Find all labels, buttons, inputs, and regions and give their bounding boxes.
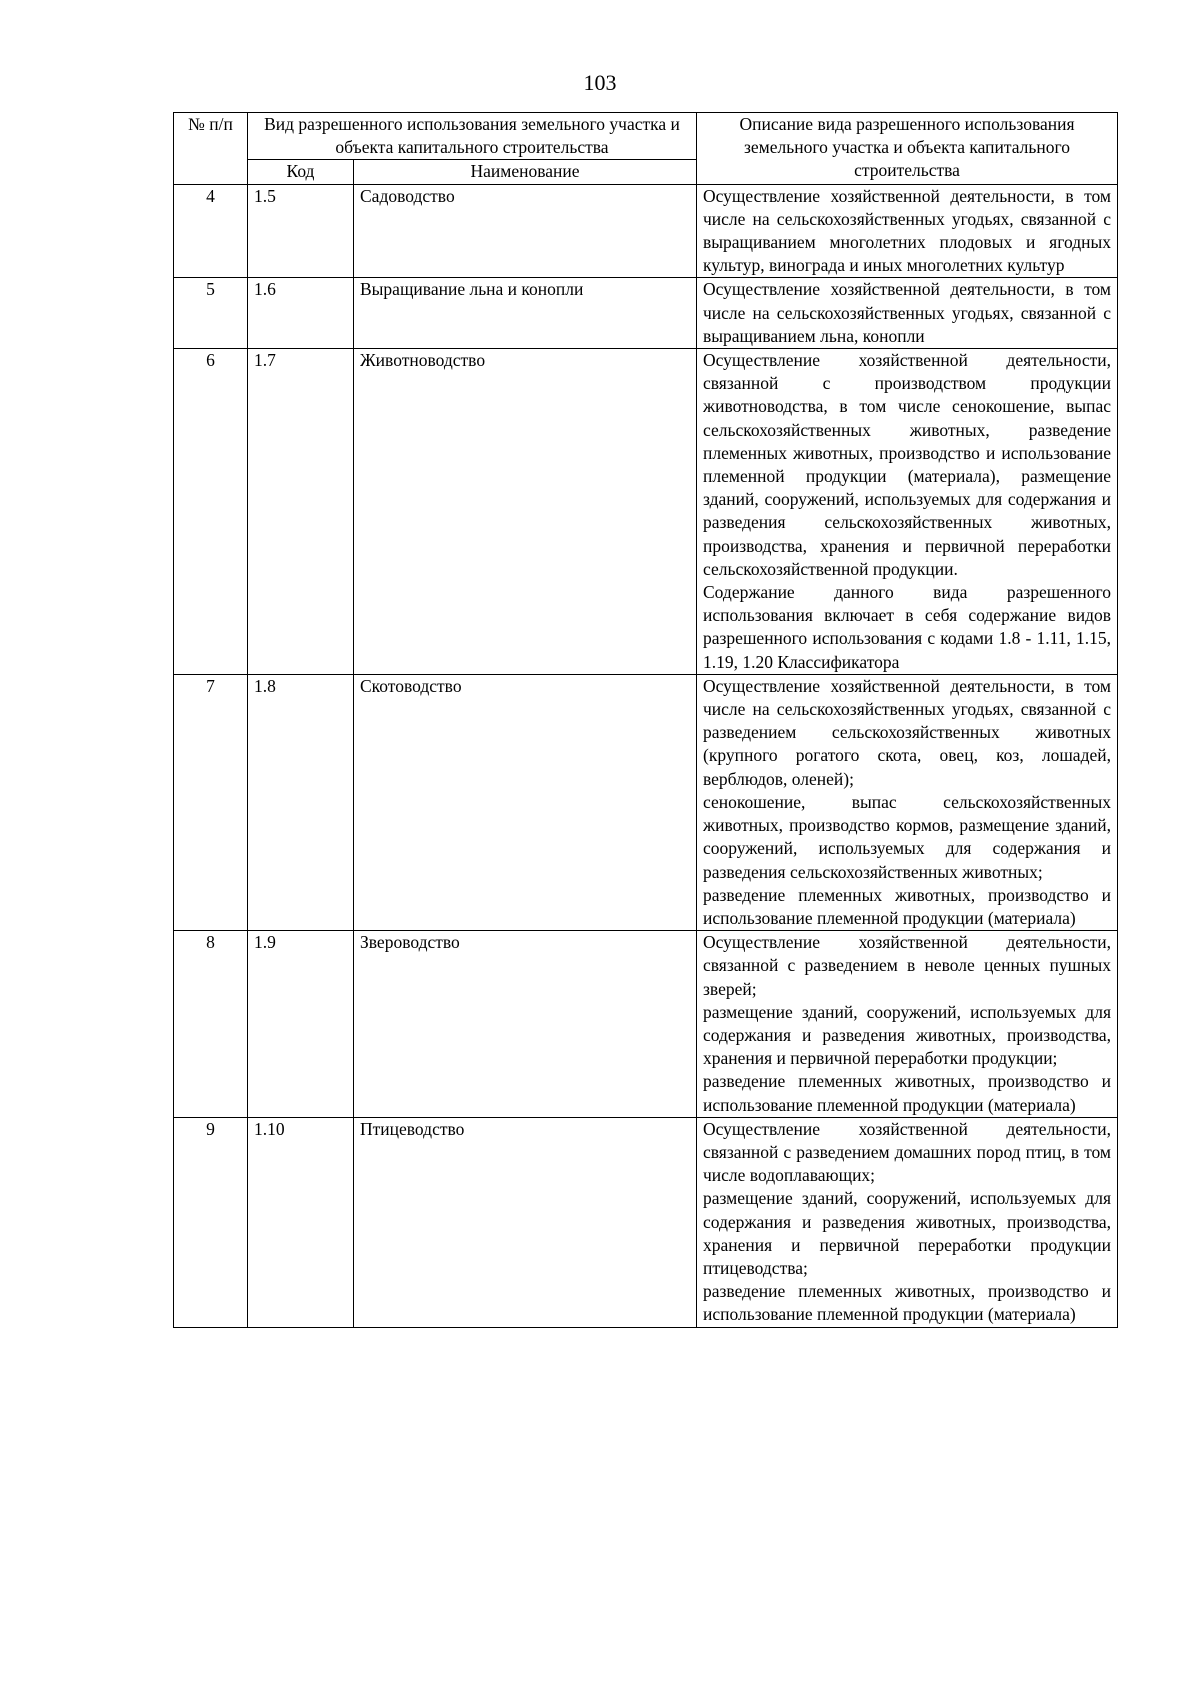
row-description: [697, 674, 1118, 930]
description-paragraph: разведение племенных животных, производство и использование племенной продукции (материала): [703, 1281, 1111, 1325]
description-paragraph: размещение зданий, сооружений, используемых для содержания и разведения животных, производства, хранения и первичной переработки продукции птицеводства;: [703, 1188, 1111, 1278]
table-row: [174, 931, 1118, 1118]
row-description: [697, 278, 1118, 349]
row-number: 5: [174, 278, 248, 349]
row-code: 1.10: [248, 1117, 354, 1327]
row-description: [697, 349, 1118, 675]
description-paragraph: Осуществление хозяйственной деятельности, связанной с разведением домашних пород птиц, в том числе водоплавающих;: [703, 1118, 1111, 1186]
row-name: Скотоводство: [354, 674, 697, 930]
table-row: [174, 184, 1118, 278]
description-paragraph: разведение племенных животных, производство и использование племенной продукции (материала): [703, 1071, 1111, 1115]
description-paragraph: Осуществление хозяйственной деятельности, связанной с разведением в неволе ценных пушных зверей;: [703, 932, 1111, 999]
row-code: 1.8: [248, 674, 354, 930]
table-row: [174, 349, 1118, 675]
row-name: Садоводство: [354, 184, 697, 278]
description-paragraph: Содержание данного вида разрешенного использования включает в себя содержание видов разрешенного использования с кодами 1.8 - 1.11, 1.15, 1.19, 1.20 Классификатора: [703, 582, 1111, 672]
description-paragraph: Осуществление хозяйственной деятельности, в том числе на сельскохозяйственных угодьях, связанной с выращиванием многолетних плодовых и ягодных культур, винограда и иных многолетних культур: [703, 185, 1111, 276]
table-row: [174, 674, 1118, 930]
row-code: 1.9: [248, 931, 354, 1118]
row-code: 1.6: [248, 278, 354, 349]
row-number: 8: [174, 931, 248, 1118]
description-paragraph: Осуществление хозяйственной деятельности, в том числе на сельскохозяйственных угодьях, связанной с разведением сельскохозяйственных животных (крупного рогатого скота, овец, коз, лошадей, верблюдов, оленей);: [703, 675, 1111, 789]
table-row: [174, 278, 1118, 349]
row-description: [697, 1117, 1118, 1327]
header-no: № п/п: [174, 113, 248, 185]
header-name: Наименование: [354, 160, 697, 184]
row-number: 7: [174, 674, 248, 930]
row-description: [697, 931, 1118, 1118]
row-name: Животноводство: [354, 349, 697, 675]
header-description: Описание вида разрешенного использования земельного участка и объекта капитального строительства: [697, 113, 1118, 185]
description-paragraph: размещение зданий, сооружений, используемых для содержания и разведения животных, производства, хранения и первичной переработки продукции;: [703, 1001, 1111, 1069]
row-number: 4: [174, 184, 248, 278]
header-code: Код: [248, 160, 354, 184]
header-kind: Вид разрешенного использования земельного участка и объекта капитального строительства: [248, 113, 697, 160]
description-paragraph: Осуществление хозяйственной деятельности, в том числе на сельскохозяйственных угодьях, связанной с выращиванием льна, конопли: [703, 279, 1111, 346]
description-paragraph: разведение племенных животных, производство и использование племенной продукции (материала): [703, 884, 1111, 928]
row-name: Выращивание льна и конопли: [354, 278, 697, 349]
table-body: [174, 184, 1118, 1327]
description-paragraph: Осуществление хозяйственной деятельности, связанной с производством продукции животноводства, в том числе сенокошение, выпас сельскохозяйственных животных, разведение племенных животных, производство и использование племенной продукции (материала), размещение зданий, сооружений, используемых для содержания и разведения сельскохозяйственных животных, производства, хранения и первичной переработки сельскохозяйственной продукции.: [703, 350, 1111, 579]
row-code: 1.7: [248, 349, 354, 675]
row-number: 6: [174, 349, 248, 675]
row-code: 1.5: [248, 184, 354, 278]
row-number: 9: [174, 1117, 248, 1327]
row-name: Птицеводство: [354, 1117, 697, 1327]
page-number: 103: [583, 70, 617, 95]
land-use-table: [173, 112, 1118, 1328]
table-row: [174, 1117, 1118, 1327]
row-name: Звероводство: [354, 931, 697, 1118]
description-paragraph: сенокошение, выпас сельскохозяйственных животных, производство кормов, размещение зданий, сооружений, используемых для содержания и разведения сельскохозяйственных животных;: [703, 791, 1111, 882]
row-description: [697, 184, 1118, 278]
